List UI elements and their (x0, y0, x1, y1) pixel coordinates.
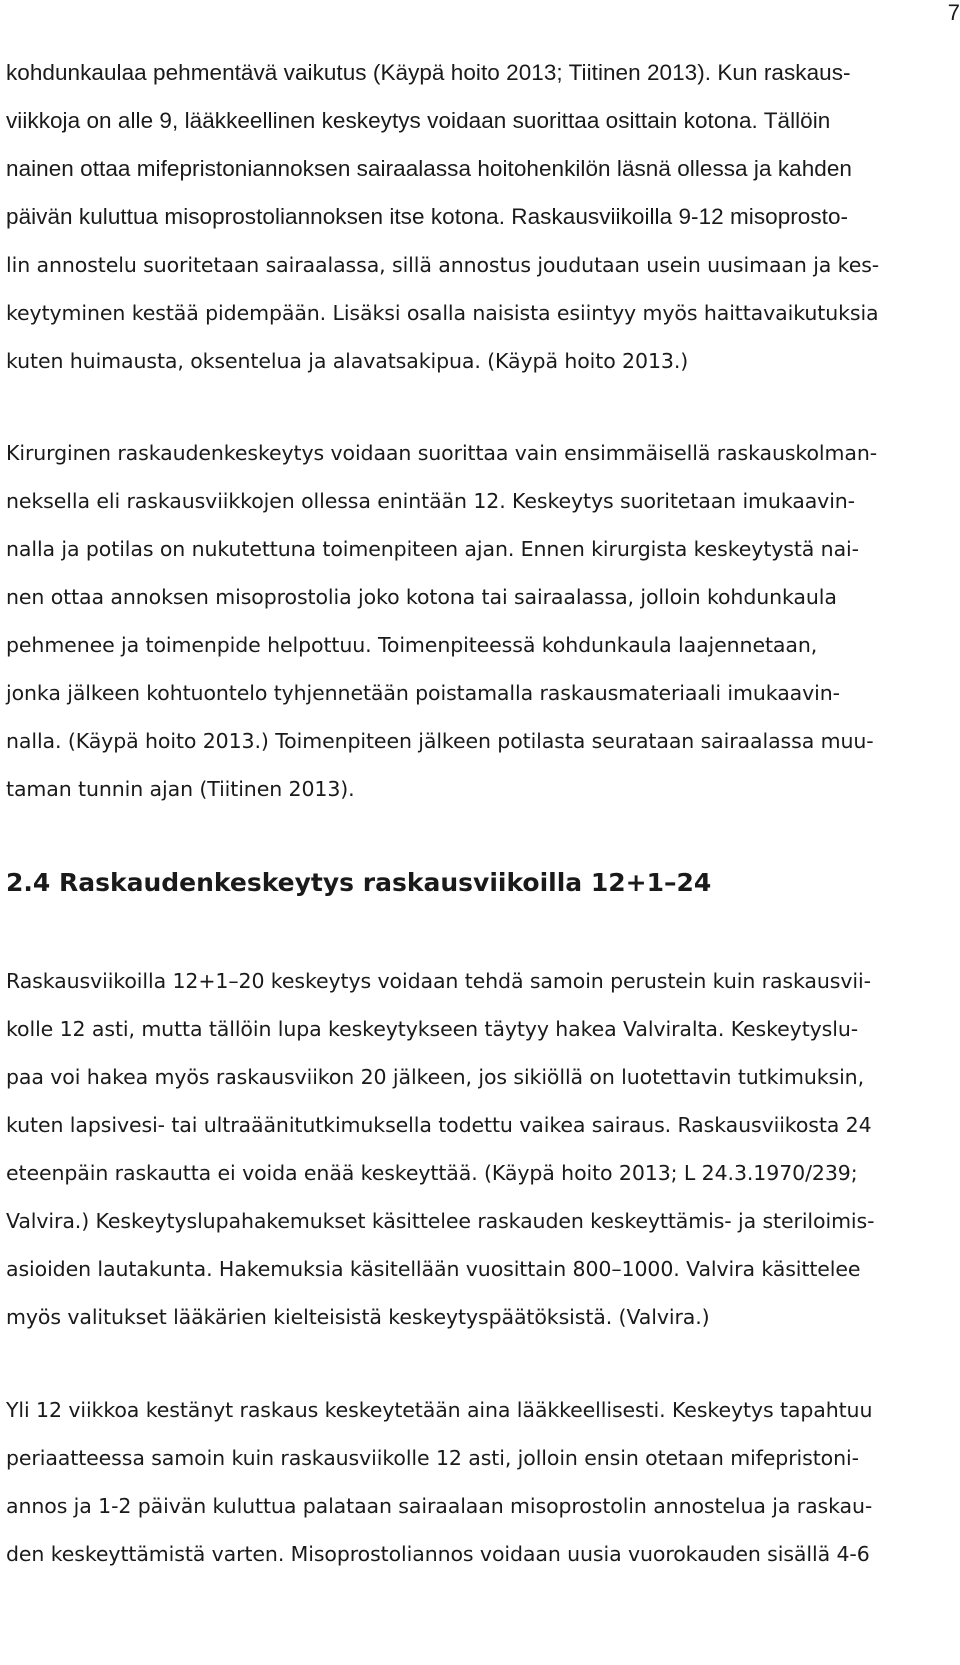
page-number: 7 (947, 0, 960, 25)
text-line: Kirurginen raskaudenkeskeytys voidaan suorittaa vain ensimmäisellä raskauskolman- (6, 441, 878, 465)
text-line: eteenpäin raskautta ei voida enää keskeyttää. (Käypä hoito 2013; L 24.3.1970/239; (6, 1161, 858, 1185)
text-line: viikkoja on alle 9, lääkkeellinen keskeytys voidaan suorittaa osittain kotona. Tällöin (6, 108, 831, 133)
text-line: nalla. (Käypä hoito 2013.) Toimenpiteen jälkeen potilasta seurataan sairaalassa muu- (6, 729, 874, 753)
section-heading: 2.4 Raskaudenkeskeytys raskausviikoilla 12+1–24 (6, 868, 712, 897)
text-line: Valvira.) Keskeytyslupahakemukset käsittelee raskauden keskeyttämis- ja steriloimis- (6, 1209, 875, 1233)
text-line: nen ottaa annoksen misoprostolia joko kotona tai sairaalassa, jolloin kohdunkaula (6, 585, 837, 609)
text-line: lin annostelu suoritetaan sairaalassa, sillä annostus joudutaan usein uusimaan ja kes- (6, 253, 880, 277)
text-line: nainen ottaa mifepristoniannoksen sairaalassa hoitohenkilön läsnä ollessa ja kahden (6, 156, 852, 181)
text-line: annos ja 1-2 päivän kuluttua palataan sairaalaan misoprostolin annostelua ja raskau- (6, 1494, 873, 1518)
text-line: nalla ja potilas on nukutettuna toimenpiteen ajan. Ennen kirurgista keskeytystä nai- (6, 537, 859, 561)
text-line: myös valitukset lääkärien kielteisistä keskeytyspäätöksistä. (Valvira.) (6, 1305, 710, 1329)
text-line: periaatteessa samoin kuin raskausviikolle 12 asti, jolloin ensin otetaan mifepristoni- (6, 1446, 859, 1470)
text-line: pehmenee ja toimenpide helpottuu. Toimenpiteessä kohdunkaula laajennetaan, (6, 633, 818, 657)
text-line: kuten lapsivesi- tai ultraäänitutkimuksella todettu vaikea sairaus. Raskausviikosta 24 (6, 1113, 872, 1137)
text-line: kolle 12 asti, mutta tällöin lupa keskeytykseen täytyy hakea Valviralta. Keskeytyslu- (6, 1017, 859, 1041)
text-line: taman tunnin ajan (Tiitinen 2013). (6, 777, 355, 801)
text-line: kohdunkaulaa pehmentävä vaikutus (Käypä hoito 2013; Tiitinen 2013). Kun raskaus- (6, 60, 851, 85)
text-line: neksella eli raskausviikkojen ollessa enintään 12. Keskeytys suoritetaan imukaavin- (6, 489, 855, 513)
text-line: den keskeyttämistä varten. Misoprostoliannos voidaan uusia vuorokauden sisällä 4-6 (6, 1542, 870, 1566)
text-line: Yli 12 viikkoa kestänyt raskaus keskeytetään aina lääkkeellisesti. Keskeytys tapahtuu (6, 1398, 873, 1422)
text-line: kuten huimausta, oksentelua ja alavatsakipua. (Käypä hoito 2013.) (6, 349, 689, 373)
text-line: asioiden lautakunta. Hakemuksia käsitellään vuosittain 800–1000. Valvira käsittelee (6, 1257, 861, 1281)
text-line: jonka jälkeen kohtuontelo tyhjennetään poistamalla raskausmateriaali imukaavin- (6, 681, 840, 705)
text-line: keytyminen kestää pidempään. Lisäksi osalla naisista esiintyy myös haittavaikutuksia (6, 301, 879, 325)
text-line: paa voi hakea myös raskausviikon 20 jälkeen, jos sikiöllä on luotettavin tutkimuksin, (6, 1065, 864, 1089)
text-line: päivän kuluttua misoprostoliannoksen itse kotona. Raskausviikoilla 9-12 misoprosto- (6, 204, 849, 229)
text-line: Raskausviikoilla 12+1–20 keskeytys voidaan tehdä samoin perustein kuin raskausvii- (6, 969, 871, 993)
